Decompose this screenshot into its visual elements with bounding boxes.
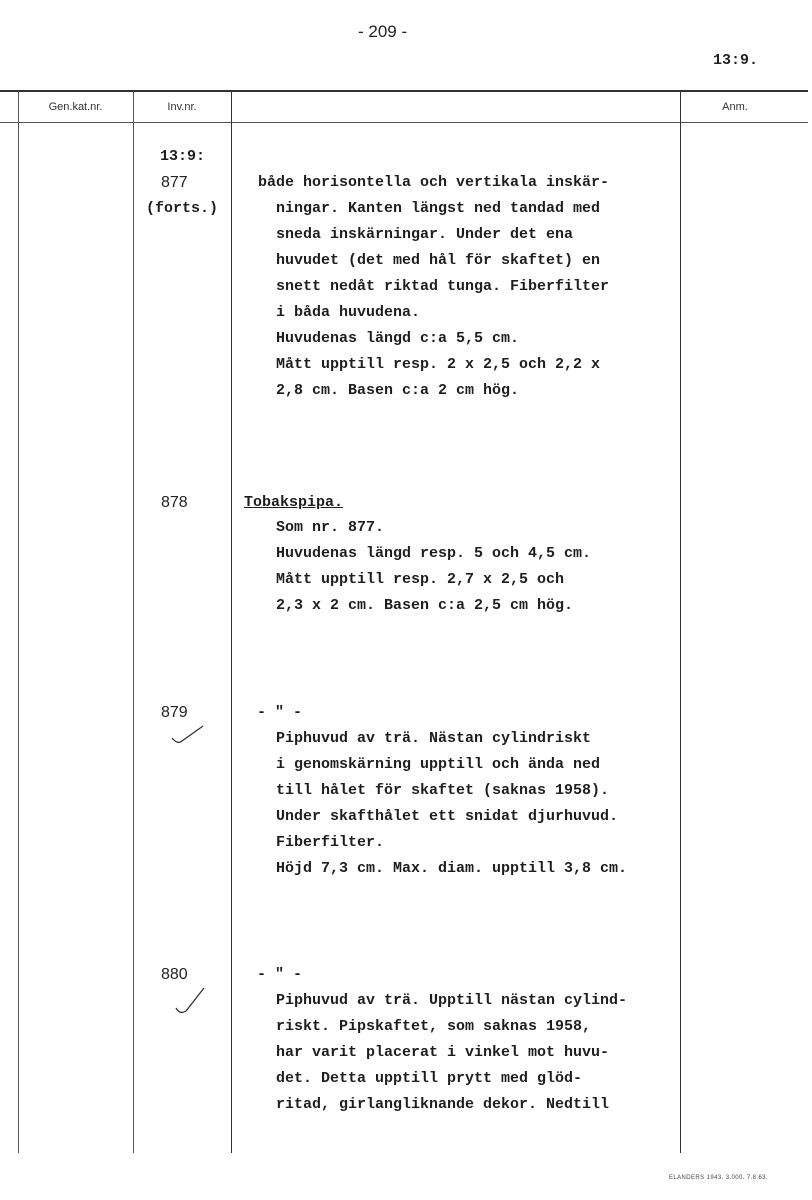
printer-mark: ELANDERS 1943. 3.000. 7.8.63.	[669, 1175, 768, 1181]
inv-line: 877	[161, 174, 188, 191]
text-line: Under skafthålet ett snidat djurhuvud.	[276, 808, 619, 825]
table-top-border	[0, 90, 808, 92]
text-line: Mått upptill resp. 2,7 x 2,5 och	[276, 571, 565, 588]
text-line: Mått upptill resp. 2 x 2,5 och 2,2 x	[276, 356, 601, 373]
inv-line: (forts.)	[146, 200, 219, 217]
column-divider-text-anm	[680, 91, 681, 1153]
text-line: ritad, girlangliknande dekor. Nedtill	[276, 1096, 610, 1113]
text-line: snett nedåt riktad tunga. Fiberfilter	[276, 278, 610, 295]
column-divider-inv-text	[231, 91, 232, 1153]
text-line: riskt. Pipskaftet, som saknas 1958,	[276, 1018, 592, 1035]
text-line: det. Detta upptill prytt med glöd-	[276, 1070, 583, 1087]
text-line: Piphuvud av trä. Upptill nästan cylind-	[276, 992, 628, 1009]
inv-number: 878	[161, 494, 188, 511]
text-line: både horisontella och vertikala inskär-	[258, 174, 610, 191]
header-gen-kat-nr: Gen.kat.nr.	[48, 101, 103, 113]
text-line: i genomskärning upptill och ända ned	[276, 756, 601, 773]
text-line: Huvudenas längd c:a 5,5 cm.	[276, 330, 520, 347]
entry-title: Tobakspipa.	[244, 494, 344, 511]
text-line: sneda inskärningar. Under det ena	[276, 226, 574, 243]
text-line: Som nr. 877.	[276, 519, 385, 536]
text-line: Piphuvud av trä. Nästan cylindriskt	[276, 730, 592, 747]
inv-line: 13:9:	[160, 148, 206, 165]
text-line: 2,8 cm. Basen c:a 2 cm hög.	[276, 382, 520, 399]
text-line: i båda huvudena.	[276, 304, 421, 321]
inv-number: 879	[161, 704, 188, 721]
text-line: ningar. Kanten längst ned tandad med	[276, 200, 601, 217]
checkmark-icon	[170, 724, 206, 746]
text-line: Huvudenas längd resp. 5 och 4,5 cm.	[276, 545, 592, 562]
ditto-mark: - " -	[257, 966, 303, 983]
text-line: 2,3 x 2 cm. Basen c:a 2,5 cm hög.	[276, 597, 574, 614]
text-line: Fiberfilter.	[276, 834, 385, 851]
column-divider-left	[18, 91, 19, 1153]
section-reference: 13:9.	[713, 52, 759, 69]
inv-number: 880	[161, 966, 188, 983]
text-line: till hålet för skaftet (saknas 1958).	[276, 782, 610, 799]
page-number: - 209 -	[358, 22, 408, 41]
checkmark-icon	[174, 986, 208, 1016]
text-line: har varit placerat i vinkel mot huvu-	[276, 1044, 610, 1061]
header-inv-nr: Inv.nr.	[167, 101, 197, 113]
text-line: Höjd 7,3 cm. Max. diam. upptill 3,8 cm.	[276, 860, 628, 877]
table-header-divider	[0, 122, 808, 123]
header-anm: Anm.	[722, 101, 748, 113]
text-line: huvudet (det med hål för skaftet) en	[276, 252, 601, 269]
ditto-mark: - " -	[257, 704, 303, 721]
column-divider-gen-inv	[133, 91, 134, 1153]
